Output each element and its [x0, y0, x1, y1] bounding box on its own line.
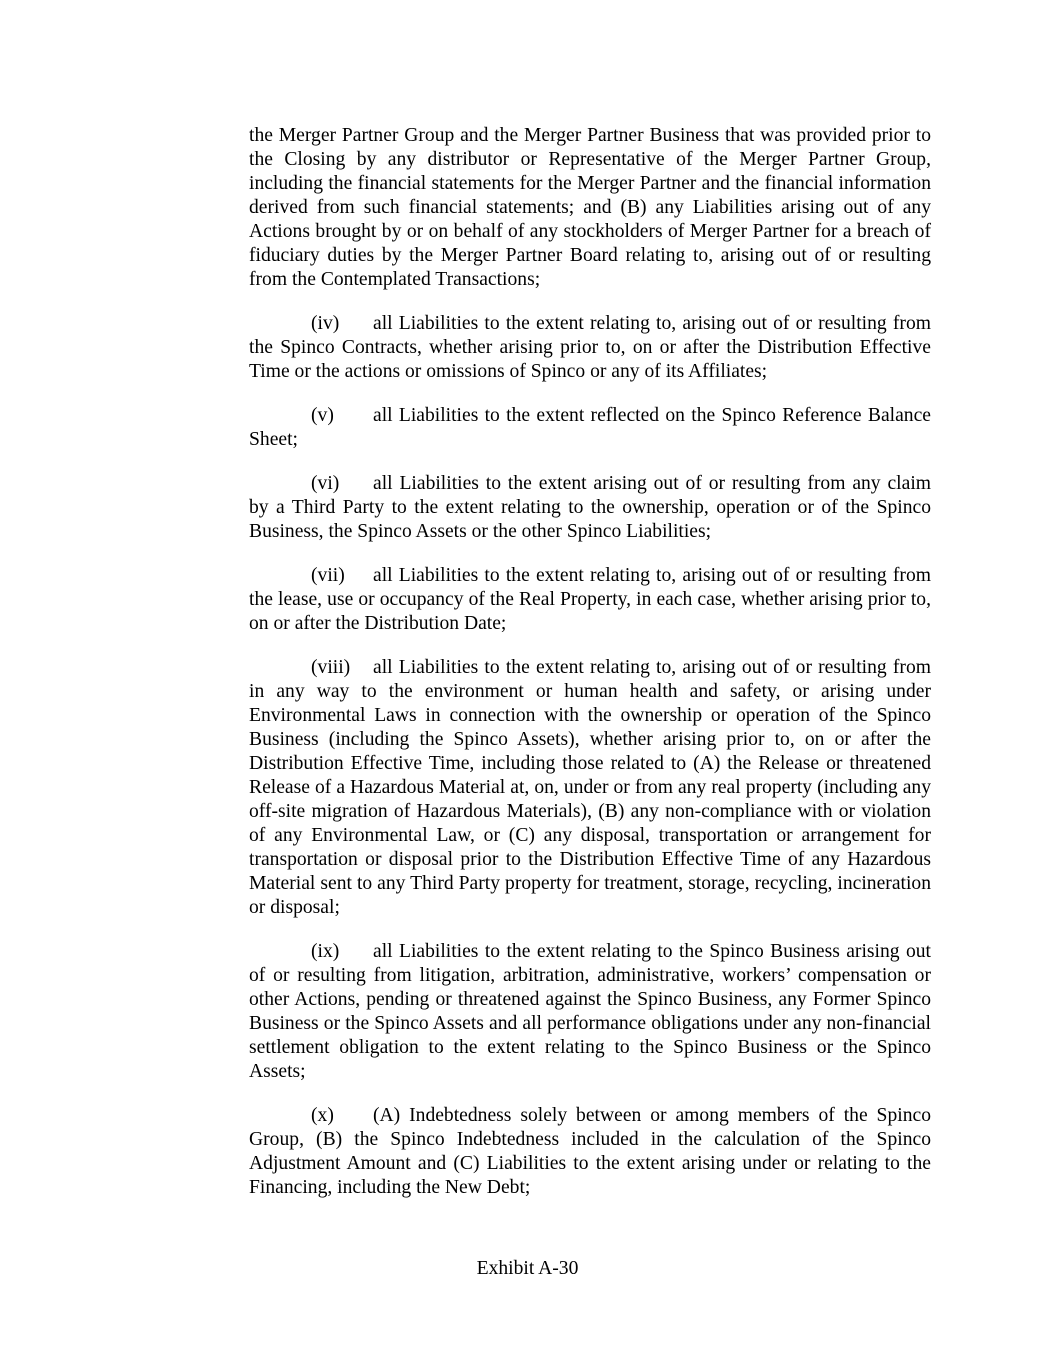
item-number: (iv)	[311, 313, 340, 334]
item-text: all Liabilities to the extent relating to, arising out of or resulting from in any way to the environment or human health and safety, or arising under Environmental Laws in connection with the ownership or operation of the Spinco Business (including the Spinco Assets), whether arising prior to, on or after the Distribution Effective Time, including those related to (A) the Release or threatened Release of a Hazardous Material at, on, under or from any real property (including any off-site migration of Hazardous Materials), (B) any non-compliance with or violation of any Environmental Law, or (C) any disposal, transportation or arrangement for transportation or disposal prior to the Distribution Effective Time of any Hazardous Material sent to any Third Party property for treatment, storage, recycling, incineration or disposal;	[249, 657, 931, 918]
item-number: (viii)	[311, 657, 351, 678]
list-item-vii	[249, 564, 931, 636]
list-item-vi	[249, 472, 931, 544]
list-item-v	[249, 404, 931, 452]
list-item-viii	[249, 656, 931, 920]
item-text: all Liabilities to the extent relating to, arising out of or resulting from the lease, use or occupancy of the Real Property, in each case, whether arising prior to, on or after the Distribution Date;	[249, 565, 931, 634]
item-number: (v)	[311, 405, 334, 426]
list-item-iv	[249, 312, 931, 384]
intro-paragraph: the Merger Partner Group and the Merger Partner Business that was provided prior to the Closing by any distributor or Representative of the Merger Partner Group, including the financial statements for the Merger Partner and the financial information derived from such financial statements; and (B) any Liabilities arising out of any Actions brought by or on behalf of any stockholders of Merger Partner for a breach of fiduciary duties by the Merger Partner Board relating to, arising out of or resulting from the Contemplated Transactions;	[249, 125, 931, 290]
item-text: all Liabilities to the extent arising out of or resulting from any claim by a Third Party to the extent relating to the ownership, operation or of the Spinco Business, the Spinco Assets or the other Spinco Liabilities;	[249, 473, 931, 542]
item-text: all Liabilities to the extent reflected on the Spinco Reference Balance Sheet;	[249, 405, 931, 450]
item-text: all Liabilities to the extent relating to, arising out of or resulting from the Spinco Contracts, whether arising prior to, on or after the Distribution Effective Time or the actions or omissions of Spinco or any of its Affiliates;	[249, 313, 931, 382]
item-number: (ix)	[311, 941, 340, 962]
item-number: (vii)	[311, 565, 345, 586]
page-footer: Exhibit A-30	[476, 1258, 579, 1279]
list-item-x	[249, 1104, 931, 1200]
item-text: all Liabilities to the extent relating to the Spinco Business arising out of or resulting from litigation, arbitration, administrative, workers’ compensation or other Actions, pending or threatened against the Spinco Business, any Former Spinco Business or the Spinco Assets and all performance obligations under any non-financial settlement obligation to the extent relating to the Spinco Business or the Spinco Assets;	[249, 941, 931, 1082]
document-body	[249, 124, 931, 1220]
list-item-ix	[249, 940, 931, 1084]
item-number: (vi)	[311, 473, 340, 494]
item-text: (A) Indebtedness solely between or among members of the Spinco Group, (B) the Spinco Indebtedness included in the calculation of the Spinco Adjustment Amount and (C) Liabilities to the extent arising under or relating to the Financing, including the New Debt;	[249, 1105, 931, 1198]
item-number: (x)	[311, 1105, 334, 1126]
